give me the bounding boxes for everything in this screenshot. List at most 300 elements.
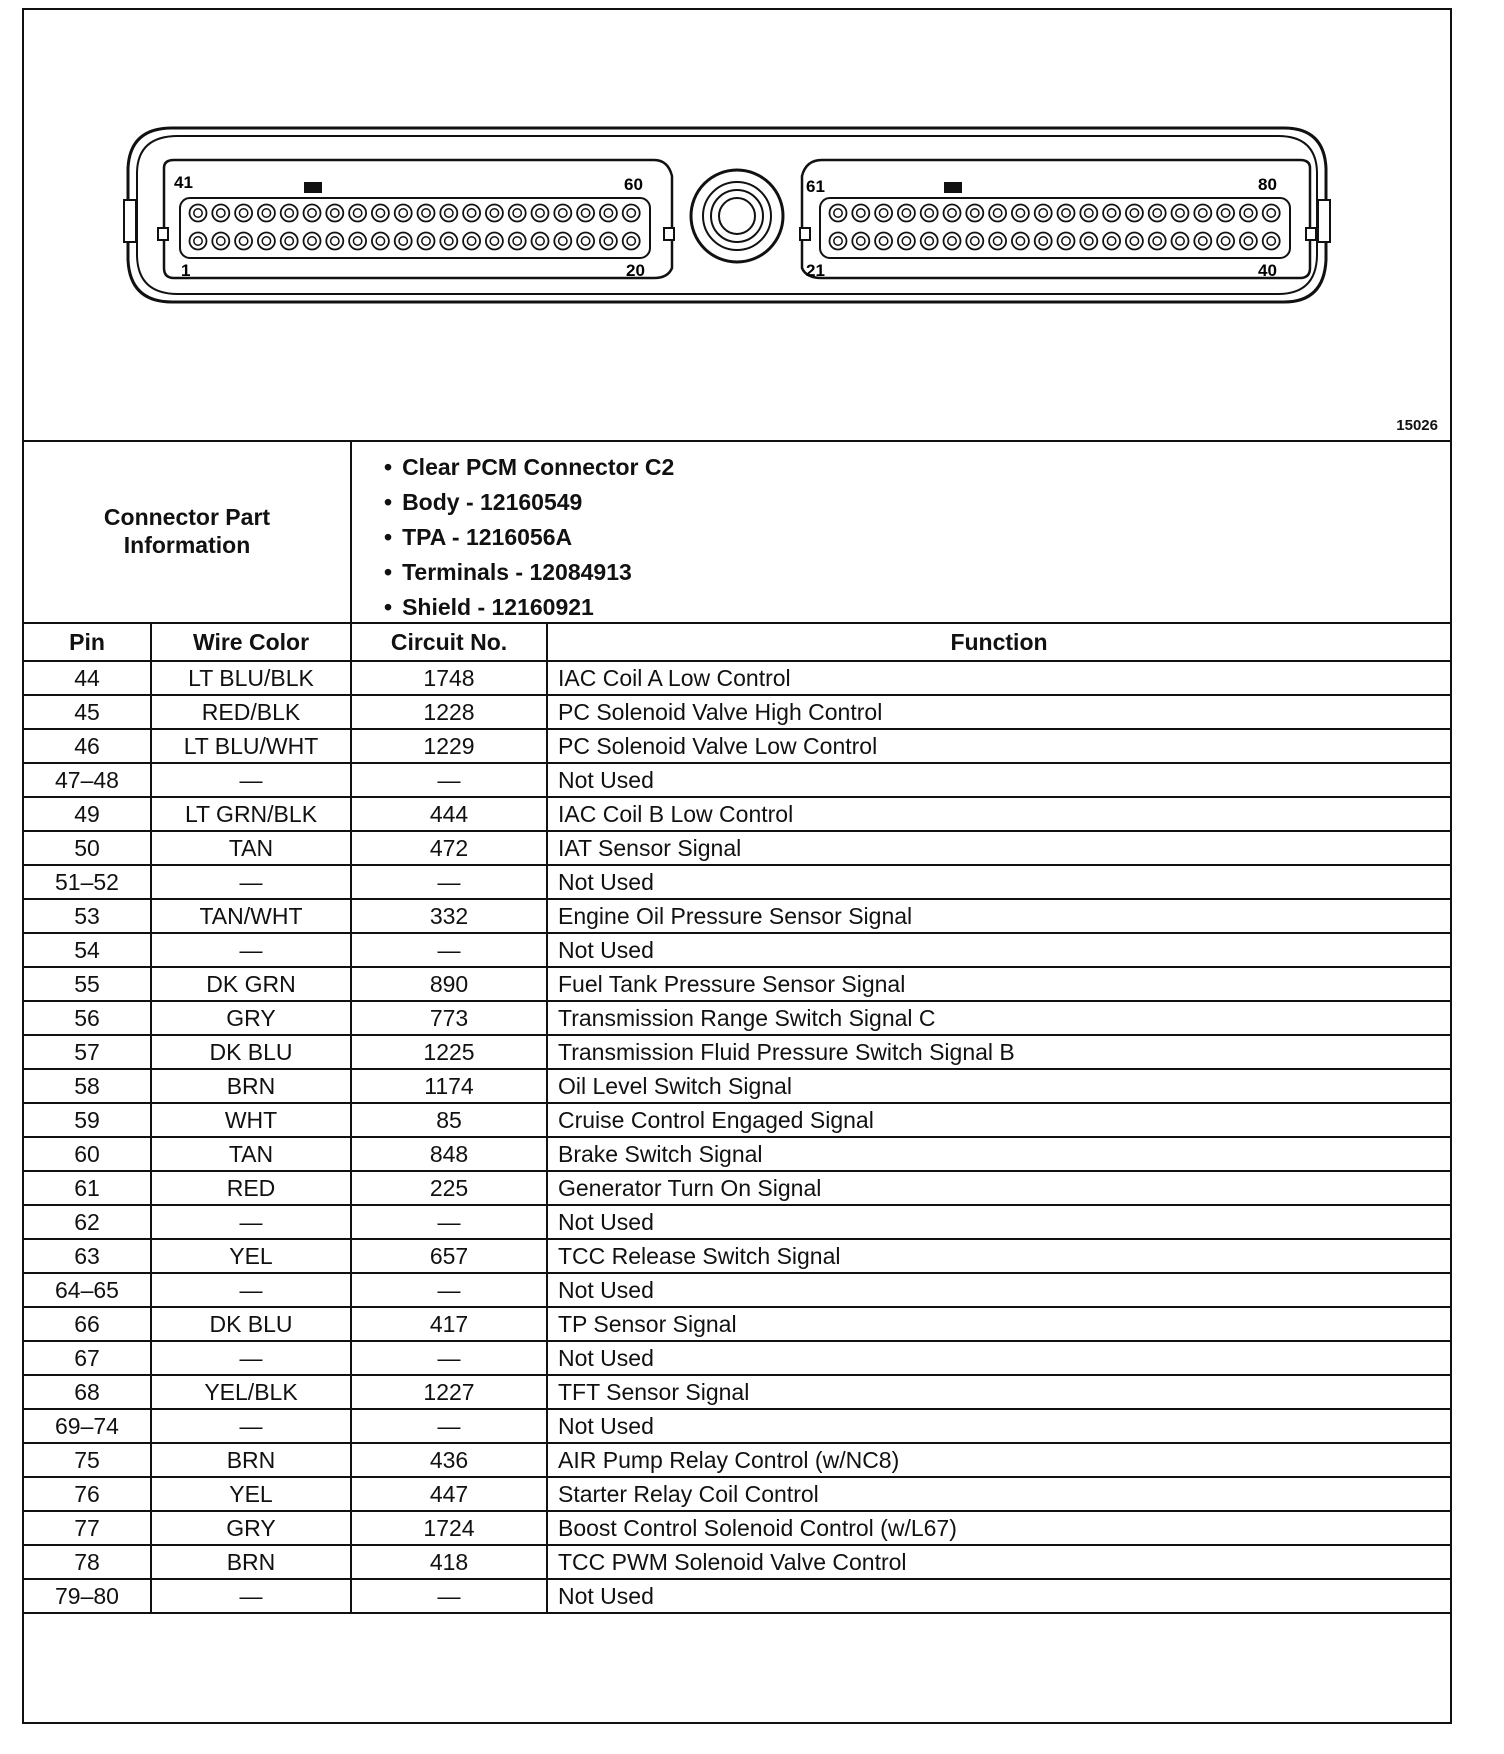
center-bolt-core [719, 198, 755, 234]
pin-terminal [857, 209, 865, 217]
pin-terminal [331, 237, 339, 245]
table-row [23, 797, 1451, 831]
pin-terminal [1176, 209, 1184, 217]
circuit-cell: 657 [351, 1239, 547, 1273]
pin-cell: 59 [23, 1103, 151, 1137]
pin-terminal [1107, 237, 1115, 245]
pin-terminal [262, 209, 270, 217]
pin-terminal [285, 209, 293, 217]
connector-figure [24, 10, 1450, 442]
pin-cavity [1240, 205, 1257, 222]
function-cell: TCC Release Switch Signal [547, 1239, 1451, 1273]
left-pin-block [164, 160, 672, 278]
connector-part-info [24, 442, 1450, 624]
wire-color-cell: DK BLU [151, 1035, 351, 1069]
wire-color-cell: — [151, 1273, 351, 1307]
table-row [23, 1001, 1451, 1035]
pin-cell: 49 [23, 797, 151, 831]
pin-cavity [418, 233, 435, 250]
function-cell: IAC Coil B Low Control [547, 797, 1451, 831]
circuit-cell: 1229 [351, 729, 547, 763]
function-cell: Generator Turn On Signal [547, 1171, 1451, 1205]
function-cell: Cruise Control Engaged Signal [547, 1103, 1451, 1137]
pin-terminal [445, 237, 453, 245]
circuit-cell: 332 [351, 899, 547, 933]
pin-cell: 67 [23, 1341, 151, 1375]
pin-cavity [509, 205, 526, 222]
function-cell: Not Used [547, 1273, 1451, 1307]
document-frame [22, 8, 1452, 1724]
left-polarity-tab [304, 182, 322, 193]
pin-cavity [372, 233, 389, 250]
header-function: Function [547, 623, 1451, 661]
pin-cavity [623, 205, 640, 222]
circuit-cell: 1227 [351, 1375, 547, 1409]
pin-terminal [513, 237, 521, 245]
pin-terminal [239, 209, 247, 217]
pin-cavity [372, 205, 389, 222]
pin-cell: 46 [23, 729, 151, 763]
function-cell: Starter Relay Coil Control [547, 1477, 1451, 1511]
wire-color-cell: TAN [151, 831, 351, 865]
right-inner-key [800, 228, 810, 240]
circuit-cell: 1228 [351, 695, 547, 729]
header-wire-color: Wire Color [151, 623, 351, 661]
pin-terminal [353, 237, 361, 245]
pin-terminal [993, 237, 1001, 245]
pin-terminal [513, 209, 521, 217]
pin-terminal [399, 209, 407, 217]
table-row [23, 763, 1451, 797]
table-row [23, 899, 1451, 933]
pin-terminal [422, 209, 430, 217]
pin-terminal [948, 237, 956, 245]
pin-terminal [604, 209, 612, 217]
function-cell: TP Sensor Signal [547, 1307, 1451, 1341]
wire-color-cell: GRY [151, 1511, 351, 1545]
pin-cavity [395, 205, 412, 222]
pin-cavity [532, 233, 549, 250]
circuit-cell: 1748 [351, 661, 547, 695]
wire-color-cell: — [151, 1579, 351, 1613]
circuit-cell: — [351, 933, 547, 967]
wire-color-cell: GRY [151, 1001, 351, 1035]
pin-cavity [281, 233, 298, 250]
table-row [23, 661, 1451, 695]
pin-cavity [1194, 205, 1211, 222]
function-cell: Transmission Range Switch Signal C [547, 1001, 1451, 1035]
pin-terminal [1176, 237, 1184, 245]
wire-color-cell: TAN/WHT [151, 899, 351, 933]
center-bolt-mid [703, 182, 771, 250]
table-row [23, 695, 1451, 729]
pin-terminal [490, 237, 498, 245]
pin-terminal [1244, 237, 1252, 245]
left-pin-array [190, 205, 640, 250]
pin-terminal [1085, 237, 1093, 245]
right-latch [1318, 200, 1330, 242]
pin-terminal [376, 237, 384, 245]
pin-cell: 47–48 [23, 763, 151, 797]
wire-color-cell: BRN [151, 1545, 351, 1579]
circuit-cell: — [351, 1409, 547, 1443]
pin-terminal [834, 209, 842, 217]
wire-color-cell: BRN [151, 1069, 351, 1103]
pin-cavity [304, 233, 321, 250]
wire-color-cell: LT BLU/BLK [151, 661, 351, 695]
pin-terminal [399, 237, 407, 245]
pin-cavity [349, 233, 366, 250]
pin-cell: 61 [23, 1171, 151, 1205]
pin-terminal [1039, 237, 1047, 245]
pin-cavity [1035, 233, 1052, 250]
function-cell: TFT Sensor Signal [547, 1375, 1451, 1409]
pin-table [22, 622, 1452, 1614]
pin-label-80: 80 [1258, 175, 1277, 194]
pin-cavity [577, 205, 594, 222]
wire-color-cell: DK BLU [151, 1307, 351, 1341]
pin-terminal [331, 209, 339, 217]
pin-terminal [308, 209, 316, 217]
wire-color-cell: LT BLU/WHT [151, 729, 351, 763]
part-item-shield: • Shield - 12160921 [384, 590, 674, 625]
pin-cavity [486, 233, 503, 250]
circuit-cell: 1724 [351, 1511, 547, 1545]
pin-cell: 75 [23, 1443, 151, 1477]
pin-terminal [536, 237, 544, 245]
left-latch [124, 200, 136, 242]
table-row [23, 967, 1451, 1001]
circuit-cell: 773 [351, 1001, 547, 1035]
pin-terminal [1130, 209, 1138, 217]
pin-terminal [1039, 209, 1047, 217]
function-cell: Not Used [547, 1205, 1451, 1239]
table-row [23, 1273, 1451, 1307]
right-polarity-tab [944, 182, 962, 193]
circuit-cell: 447 [351, 1477, 547, 1511]
pin-cavity [852, 205, 869, 222]
wire-color-cell: — [151, 933, 351, 967]
function-cell: PC Solenoid Valve High Control [547, 695, 1451, 729]
pin-cavity [875, 205, 892, 222]
pin-cavity [1217, 205, 1234, 222]
pin-cavity [577, 233, 594, 250]
function-cell: Engine Oil Pressure Sensor Signal [547, 899, 1451, 933]
pin-cavity [944, 205, 961, 222]
table-row [23, 1341, 1451, 1375]
connector-part-info-label: Connector Part Information [24, 442, 352, 622]
circuit-cell: — [351, 1273, 547, 1307]
pin-cavity [875, 233, 892, 250]
pin-cavity [281, 205, 298, 222]
pin-cell: 69–74 [23, 1409, 151, 1443]
circuit-cell: — [351, 1341, 547, 1375]
table-row [23, 1375, 1451, 1409]
pin-cavity [852, 233, 869, 250]
wire-color-cell: YEL/BLK [151, 1375, 351, 1409]
pin-cavity [1263, 205, 1280, 222]
pin-terminal [627, 209, 635, 217]
circuit-cell: 85 [351, 1103, 547, 1137]
pin-cell: 45 [23, 695, 151, 729]
table-row [23, 1069, 1451, 1103]
table-row [23, 1409, 1451, 1443]
pin-cavity [1172, 233, 1189, 250]
pin-terminal [857, 237, 865, 245]
pin-cavity [1126, 233, 1143, 250]
pin-table-body [23, 661, 1451, 1613]
pin-cell: 58 [23, 1069, 151, 1103]
table-row [23, 1103, 1451, 1137]
pin-terminal [604, 237, 612, 245]
pin-terminal [581, 237, 589, 245]
pin-cavity [212, 233, 229, 250]
function-cell: Transmission Fluid Pressure Switch Signal B [547, 1035, 1451, 1069]
function-cell: Not Used [547, 865, 1451, 899]
table-row [23, 1137, 1451, 1171]
wire-color-cell: YEL [151, 1239, 351, 1273]
pin-terminal [262, 237, 270, 245]
pin-cavity [1058, 233, 1075, 250]
pin-terminal [353, 209, 361, 217]
pin-cavity [623, 233, 640, 250]
pin-cavity [326, 205, 343, 222]
function-cell: Brake Switch Signal [547, 1137, 1451, 1171]
pin-terminal [925, 237, 933, 245]
table-row [23, 1035, 1451, 1069]
pin-terminal [536, 209, 544, 217]
connector-part-list [384, 450, 674, 625]
pin-terminal [376, 209, 384, 217]
pin-terminal [925, 209, 933, 217]
pin-cavity [989, 233, 1006, 250]
pin-terminal [581, 209, 589, 217]
circuit-cell: 472 [351, 831, 547, 865]
pin-cavity [235, 233, 252, 250]
function-cell: Fuel Tank Pressure Sensor Signal [547, 967, 1451, 1001]
pin-cavity [898, 233, 915, 250]
pin-cavity [554, 205, 571, 222]
pin-cavity [1149, 205, 1166, 222]
pin-terminal [1062, 209, 1070, 217]
pin-cavity [440, 205, 457, 222]
wire-color-cell: — [151, 1409, 351, 1443]
part-item-tpa: • TPA - 1216056A [384, 520, 674, 555]
table-row [23, 1443, 1451, 1477]
pin-terminal [1221, 237, 1229, 245]
table-row [23, 1545, 1451, 1579]
table-row [23, 933, 1451, 967]
pin-terminal [834, 237, 842, 245]
header-circuit-no: Circuit No. [351, 623, 547, 661]
table-row [23, 1171, 1451, 1205]
pin-cell: 79–80 [23, 1579, 151, 1613]
pin-cavity [921, 205, 938, 222]
pin-terminal [627, 237, 635, 245]
pin-cell: 78 [23, 1545, 151, 1579]
function-cell: IAC Coil A Low Control [547, 661, 1451, 695]
pin-terminal [559, 237, 567, 245]
pin-cell: 63 [23, 1239, 151, 1273]
pin-terminal [879, 209, 887, 217]
wire-color-cell: YEL [151, 1477, 351, 1511]
pin-terminal [1267, 209, 1275, 217]
pin-terminal [422, 237, 430, 245]
pin-cavity [1217, 233, 1234, 250]
circuit-cell: 444 [351, 797, 547, 831]
pin-cavity [463, 205, 480, 222]
table-row [23, 1205, 1451, 1239]
circuit-cell: 1225 [351, 1035, 547, 1069]
connector-diagram [24, 10, 1450, 440]
circuit-cell: 436 [351, 1443, 547, 1477]
pin-cavity [304, 205, 321, 222]
table-row [23, 729, 1451, 763]
pin-cavity [509, 233, 526, 250]
pin-terminal [239, 237, 247, 245]
pin-cell: 44 [23, 661, 151, 695]
pin-cavity [554, 233, 571, 250]
pin-label-61: 61 [806, 177, 825, 196]
function-cell: Boost Control Solenoid Control (w/L67) [547, 1511, 1451, 1545]
right-pin-array [830, 205, 1280, 250]
pin-terminal [879, 237, 887, 245]
circuit-cell: 417 [351, 1307, 547, 1341]
pin-cell: 66 [23, 1307, 151, 1341]
pin-terminal [948, 209, 956, 217]
pin-cavity [1012, 205, 1029, 222]
right-key [1306, 228, 1316, 240]
pin-label-41: 41 [174, 173, 193, 192]
pin-terminal [1062, 237, 1070, 245]
function-cell: Not Used [547, 933, 1451, 967]
pin-terminal [445, 209, 453, 217]
pin-terminal [902, 237, 910, 245]
pin-cavity [1058, 205, 1075, 222]
pin-terminal [194, 237, 202, 245]
pin-cavity [235, 205, 252, 222]
table-row [23, 831, 1451, 865]
circuit-cell: 848 [351, 1137, 547, 1171]
pin-terminal [559, 209, 567, 217]
circuit-cell: 225 [351, 1171, 547, 1205]
pin-cavity [830, 233, 847, 250]
pin-cavity [1103, 205, 1120, 222]
function-cell: Not Used [547, 763, 1451, 797]
pin-cavity [1240, 233, 1257, 250]
circuit-cell: 418 [351, 1545, 547, 1579]
pin-terminal [971, 209, 979, 217]
pin-cavity [440, 233, 457, 250]
pin-cavity [1263, 233, 1280, 250]
pin-cell: 54 [23, 933, 151, 967]
function-cell: IAT Sensor Signal [547, 831, 1451, 865]
pin-cavity [966, 205, 983, 222]
function-cell: Not Used [547, 1579, 1451, 1613]
pin-cavity [258, 205, 275, 222]
pin-cavity [486, 205, 503, 222]
left-key [158, 228, 168, 240]
pin-cavity [1035, 205, 1052, 222]
pin-terminal [1221, 209, 1229, 217]
pin-cavity [1149, 233, 1166, 250]
pin-cavity [190, 233, 207, 250]
pin-label-21: 21 [806, 261, 825, 280]
pin-cell: 60 [23, 1137, 151, 1171]
pin-cell: 64–65 [23, 1273, 151, 1307]
pin-label-40: 40 [1258, 261, 1277, 280]
table-row [23, 1511, 1451, 1545]
pin-label-60: 60 [624, 175, 643, 194]
pin-cell: 51–52 [23, 865, 151, 899]
pin-terminal [285, 237, 293, 245]
pin-cavity [830, 205, 847, 222]
pin-terminal [1107, 209, 1115, 217]
table-row [23, 1477, 1451, 1511]
pin-cavity [190, 205, 207, 222]
pin-terminal [1016, 209, 1024, 217]
pin-terminal [308, 237, 316, 245]
pin-cavity [532, 205, 549, 222]
wire-color-cell: BRN [151, 1443, 351, 1477]
part-item-terminals: • Terminals - 12084913 [384, 555, 674, 590]
pin-cavity [212, 205, 229, 222]
function-cell: TCC PWM Solenoid Valve Control [547, 1545, 1451, 1579]
pin-terminal [1199, 237, 1207, 245]
pin-label-20: 20 [626, 261, 645, 280]
wire-color-cell: LT GRN/BLK [151, 797, 351, 831]
pin-cavity [258, 233, 275, 250]
wire-color-cell: RED/BLK [151, 695, 351, 729]
circuit-cell: 1174 [351, 1069, 547, 1103]
pin-terminal [194, 209, 202, 217]
pin-cavity [966, 233, 983, 250]
pin-cell: 76 [23, 1477, 151, 1511]
wire-color-cell: RED [151, 1171, 351, 1205]
part-item-connector: • Clear PCM Connector C2 [384, 450, 674, 485]
pin-terminal [1244, 209, 1252, 217]
wire-color-cell: — [151, 865, 351, 899]
pin-cell: 55 [23, 967, 151, 1001]
pin-terminal [467, 209, 475, 217]
pin-cavity [395, 233, 412, 250]
pin-cavity [1012, 233, 1029, 250]
header-pin: Pin [23, 623, 151, 661]
wire-color-cell: TAN [151, 1137, 351, 1171]
table-row [23, 1307, 1451, 1341]
pin-cell: 56 [23, 1001, 151, 1035]
pin-cell: 62 [23, 1205, 151, 1239]
circuit-cell: — [351, 1205, 547, 1239]
pin-terminal [467, 237, 475, 245]
pin-terminal [490, 209, 498, 217]
pin-cavity [921, 233, 938, 250]
table-header-row [23, 623, 1451, 661]
pin-cavity [898, 205, 915, 222]
pin-cavity [326, 233, 343, 250]
part-item-body: • Body - 12160549 [384, 485, 674, 520]
pin-terminal [217, 237, 225, 245]
pin-cavity [1080, 205, 1097, 222]
figure-id: 15026 [1396, 417, 1438, 434]
table-row [23, 1579, 1451, 1613]
pin-cell: 77 [23, 1511, 151, 1545]
pin-cavity [1126, 205, 1143, 222]
pin-cavity [1080, 233, 1097, 250]
pin-terminal [1199, 209, 1207, 217]
pin-cavity [1194, 233, 1211, 250]
pin-cell: 53 [23, 899, 151, 933]
